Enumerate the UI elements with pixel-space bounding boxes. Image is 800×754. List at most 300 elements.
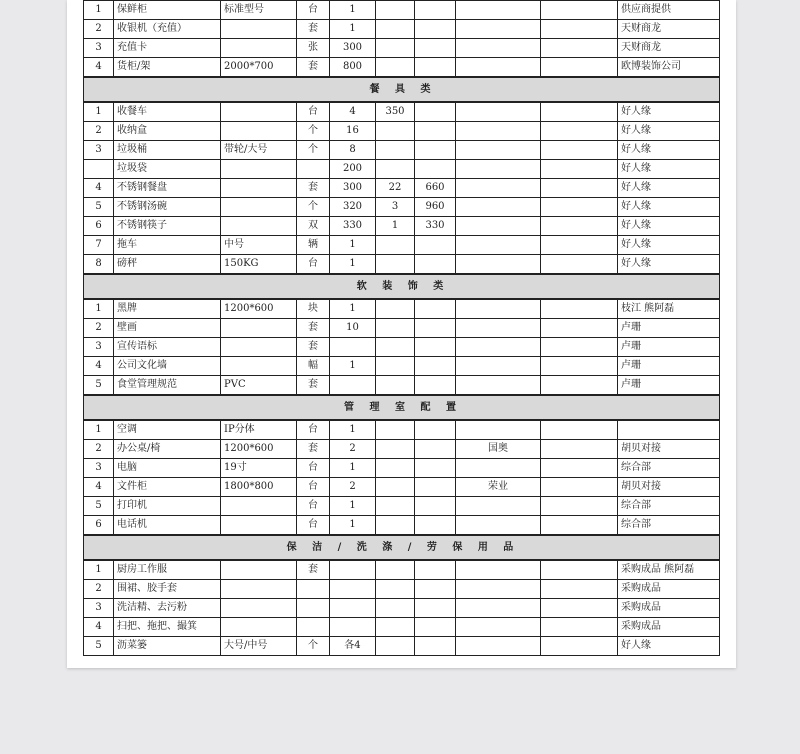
table-cell: 300 <box>330 179 376 198</box>
table-cell <box>415 122 456 141</box>
table-cell: 双 <box>297 217 330 236</box>
table-cell <box>541 179 618 198</box>
table-cell <box>376 459 415 478</box>
section-header <box>84 535 720 560</box>
table-cell <box>541 440 618 459</box>
table-cell: 台 <box>297 1 330 20</box>
table-cell <box>415 637 456 656</box>
table-cell <box>376 255 415 275</box>
table-cell: 个 <box>297 141 330 160</box>
table-cell: 不锈钢汤碗 <box>114 198 221 217</box>
table-cell: 好人缘 <box>618 122 720 141</box>
table-cell: 1 <box>330 299 376 319</box>
table-cell <box>221 516 297 536</box>
table-cell: 个 <box>297 198 330 217</box>
table-row <box>84 560 720 580</box>
table-cell <box>376 440 415 459</box>
table-cell: 1 <box>330 357 376 376</box>
table-cell: 4 <box>84 179 114 198</box>
table-cell <box>541 637 618 656</box>
table-cell: 1 <box>84 102 114 122</box>
table-cell: 大号/中号 <box>221 637 297 656</box>
table-cell: 1 <box>376 217 415 236</box>
table-cell: 荣业 <box>456 478 541 497</box>
table-cell: 套 <box>297 319 330 338</box>
table-cell: 3 <box>376 198 415 217</box>
table-cell <box>330 580 376 599</box>
table-cell <box>541 319 618 338</box>
table-cell: 厨房工作服 <box>114 560 221 580</box>
table-row <box>84 478 720 497</box>
table-row <box>84 637 720 656</box>
table-cell <box>456 338 541 357</box>
table-cell <box>415 236 456 255</box>
table-cell <box>376 497 415 516</box>
table-cell <box>456 319 541 338</box>
table-cell <box>541 497 618 516</box>
table-cell <box>376 160 415 179</box>
table-cell: 各4 <box>330 637 376 656</box>
table-cell: 综合部 <box>618 516 720 536</box>
table-row <box>84 20 720 39</box>
table-cell: 卢珊 <box>618 338 720 357</box>
table-cell: 套 <box>297 560 330 580</box>
table-cell: 供应商提供 <box>618 1 720 20</box>
table-cell: 台 <box>297 420 330 440</box>
table-cell: 好人缘 <box>618 179 720 198</box>
table-cell <box>221 338 297 357</box>
table-row <box>84 440 720 459</box>
table-cell <box>541 122 618 141</box>
table-cell: 660 <box>415 179 456 198</box>
table-cell <box>456 599 541 618</box>
spreadsheet-page <box>67 0 736 668</box>
table-cell <box>221 497 297 516</box>
table-cell: 好人缘 <box>618 255 720 275</box>
table-row <box>84 255 720 275</box>
table-cell: 张 <box>297 39 330 58</box>
table-cell: 300 <box>330 39 376 58</box>
table-cell <box>415 580 456 599</box>
table-cell: 标准型号 <box>221 1 297 20</box>
table-cell: 台 <box>297 255 330 275</box>
table-cell <box>376 39 415 58</box>
table-cell: 壁画 <box>114 319 221 338</box>
table-cell <box>376 580 415 599</box>
table-row <box>84 122 720 141</box>
table-row <box>84 497 720 516</box>
table-cell: 2 <box>330 478 376 497</box>
table-cell: 国奥 <box>456 440 541 459</box>
table-cell: 好人缘 <box>618 160 720 179</box>
table-cell: 3 <box>84 338 114 357</box>
table-cell: 胡贝对接 <box>618 440 720 459</box>
table-cell: 8 <box>84 255 114 275</box>
table-cell: 打印机 <box>114 497 221 516</box>
table-cell <box>84 160 114 179</box>
table-cell <box>221 102 297 122</box>
table-cell: 2 <box>330 440 376 459</box>
table-cell <box>456 58 541 78</box>
table-cell <box>376 560 415 580</box>
table-cell: 2 <box>84 580 114 599</box>
table-cell: 5 <box>84 637 114 656</box>
table-cell <box>541 357 618 376</box>
table-cell: 4 <box>84 357 114 376</box>
table-cell: 16 <box>330 122 376 141</box>
table-cell <box>541 255 618 275</box>
table-cell <box>541 141 618 160</box>
table-cell: 采购成品 <box>618 618 720 637</box>
table-cell <box>541 160 618 179</box>
table-cell: 卢珊 <box>618 376 720 396</box>
table-cell: 电话机 <box>114 516 221 536</box>
table-cell <box>541 102 618 122</box>
table-cell: 食堂管理规范 <box>114 376 221 396</box>
table-cell: 4 <box>84 58 114 78</box>
table-cell: 19寸 <box>221 459 297 478</box>
table-cell: 150KG <box>221 255 297 275</box>
table-cell <box>221 198 297 217</box>
table-cell <box>297 618 330 637</box>
section-title: 软 装 饰 类 <box>84 274 720 299</box>
table-row <box>84 580 720 599</box>
table-cell <box>456 255 541 275</box>
table-cell: 磅秤 <box>114 255 221 275</box>
table-cell <box>297 160 330 179</box>
table-cell: 好人缘 <box>618 236 720 255</box>
table-cell <box>415 102 456 122</box>
table-cell <box>456 376 541 396</box>
table-cell <box>415 459 456 478</box>
table-cell: 320 <box>330 198 376 217</box>
table-cell: 好人缘 <box>618 198 720 217</box>
table-cell: 1 <box>84 299 114 319</box>
table-cell <box>415 58 456 78</box>
table-cell: 垃圾桶 <box>114 141 221 160</box>
table-cell: 350 <box>376 102 415 122</box>
table-cell: 好人缘 <box>618 102 720 122</box>
table-cell <box>541 39 618 58</box>
table-row <box>84 160 720 179</box>
table-cell <box>415 420 456 440</box>
table-cell: 采购成品 <box>618 580 720 599</box>
table-cell: 1800*800 <box>221 478 297 497</box>
table-cell <box>415 160 456 179</box>
table-cell <box>297 599 330 618</box>
table-row <box>84 179 720 198</box>
table-cell: 幅 <box>297 357 330 376</box>
table-cell <box>415 319 456 338</box>
table-cell <box>456 1 541 20</box>
table-cell <box>221 580 297 599</box>
table-cell <box>376 20 415 39</box>
table-cell <box>456 560 541 580</box>
table-cell <box>541 599 618 618</box>
section-header <box>84 274 720 299</box>
table-cell: 中号 <box>221 236 297 255</box>
table-cell <box>456 160 541 179</box>
table-cell: 1200*600 <box>221 299 297 319</box>
table-cell <box>221 39 297 58</box>
table-cell <box>456 217 541 236</box>
table-cell: 1 <box>84 560 114 580</box>
table-cell <box>415 376 456 396</box>
table-cell: 枝江 熊阿磊 <box>618 299 720 319</box>
table-cell <box>456 20 541 39</box>
table-cell <box>456 357 541 376</box>
table-cell <box>456 497 541 516</box>
table-cell: 好人缘 <box>618 217 720 236</box>
table-row <box>84 376 720 396</box>
table-cell <box>376 516 415 536</box>
table-cell <box>221 618 297 637</box>
table-cell <box>376 376 415 396</box>
table-cell: 洗洁精、去污粉 <box>114 599 221 618</box>
table-row <box>84 102 720 122</box>
table-cell <box>541 299 618 319</box>
table-cell <box>541 459 618 478</box>
table-cell <box>297 580 330 599</box>
table-cell: 收餐车 <box>114 102 221 122</box>
table-cell: 1 <box>330 236 376 255</box>
table-cell <box>415 516 456 536</box>
table-cell <box>456 39 541 58</box>
table-cell: 1 <box>330 255 376 275</box>
table-cell: 采购成品 <box>618 599 720 618</box>
table-cell: 货柜/架 <box>114 58 221 78</box>
table-cell: 黑牌 <box>114 299 221 319</box>
table-cell <box>541 58 618 78</box>
table-cell <box>376 1 415 20</box>
table-cell <box>330 338 376 357</box>
table-cell: 2 <box>84 319 114 338</box>
table-cell <box>376 58 415 78</box>
table-cell: 好人缘 <box>618 141 720 160</box>
table-cell: 5 <box>84 376 114 396</box>
table-cell <box>376 338 415 357</box>
table-cell: 4 <box>330 102 376 122</box>
table-row <box>84 58 720 78</box>
table-cell: 5 <box>84 497 114 516</box>
section-title: 保 洁 / 洗 涤 / 劳 保 用 品 <box>84 535 720 560</box>
table-cell <box>456 198 541 217</box>
table-cell: 4 <box>84 478 114 497</box>
section-header <box>84 77 720 102</box>
table-cell: 1 <box>330 420 376 440</box>
table-cell: 个 <box>297 637 330 656</box>
table-cell <box>415 560 456 580</box>
table-cell: 个 <box>297 122 330 141</box>
table-cell <box>376 420 415 440</box>
table-cell: 综合部 <box>618 459 720 478</box>
table-cell: 330 <box>330 217 376 236</box>
table-cell: 不锈钢筷子 <box>114 217 221 236</box>
table-cell: 带轮/大号 <box>221 141 297 160</box>
table-cell: 台 <box>297 478 330 497</box>
table-cell: 1 <box>330 516 376 536</box>
table-cell <box>415 338 456 357</box>
table-row <box>84 516 720 536</box>
table-cell <box>456 102 541 122</box>
table-cell: 套 <box>297 179 330 198</box>
table-cell <box>376 618 415 637</box>
table-cell <box>541 478 618 497</box>
table-cell <box>221 599 297 618</box>
table-cell: 200 <box>330 160 376 179</box>
table-cell <box>376 478 415 497</box>
table-cell: 1 <box>330 1 376 20</box>
table-cell: 1 <box>330 459 376 478</box>
table-row <box>84 1 720 20</box>
table-cell <box>456 179 541 198</box>
table-cell: 套 <box>297 58 330 78</box>
table-cell <box>415 141 456 160</box>
table-cell <box>541 20 618 39</box>
section-header <box>84 395 720 420</box>
table-row <box>84 338 720 357</box>
table-cell <box>456 516 541 536</box>
table-cell <box>618 420 720 440</box>
table-cell <box>376 637 415 656</box>
table-cell: 7 <box>84 236 114 255</box>
equipment-table <box>83 0 720 656</box>
table-cell: 台 <box>297 102 330 122</box>
table-cell <box>221 357 297 376</box>
table-row <box>84 198 720 217</box>
table-row <box>84 217 720 236</box>
table-cell <box>376 299 415 319</box>
table-cell: 卢珊 <box>618 357 720 376</box>
table-row <box>84 599 720 618</box>
table-cell: 1 <box>84 1 114 20</box>
table-cell: 3 <box>84 39 114 58</box>
table-cell: 采购成品 熊阿磊 <box>618 560 720 580</box>
table-cell <box>456 459 541 478</box>
table-cell <box>221 319 297 338</box>
table-cell <box>541 198 618 217</box>
table-cell: 22 <box>376 179 415 198</box>
table-cell: 10 <box>330 319 376 338</box>
table-cell: 330 <box>415 217 456 236</box>
table-cell: 8 <box>330 141 376 160</box>
table-cell <box>541 420 618 440</box>
table-cell: 垃圾袋 <box>114 160 221 179</box>
table-cell: 充值卡 <box>114 39 221 58</box>
table-cell <box>376 141 415 160</box>
table-cell <box>415 1 456 20</box>
table-row <box>84 618 720 637</box>
table-cell <box>221 560 297 580</box>
table-cell <box>541 618 618 637</box>
table-row <box>84 357 720 376</box>
table-cell: 扫把、拖把、撮箕 <box>114 618 221 637</box>
table-cell: 1 <box>84 420 114 440</box>
table-cell <box>221 20 297 39</box>
table-cell: 电脑 <box>114 459 221 478</box>
table-cell: 卢珊 <box>618 319 720 338</box>
table-cell <box>456 420 541 440</box>
table-cell: 不锈钢餐盘 <box>114 179 221 198</box>
table-row <box>84 39 720 58</box>
table-cell <box>415 497 456 516</box>
table-cell: 天财商龙 <box>618 39 720 58</box>
table-cell: 好人缘 <box>618 637 720 656</box>
table-cell: 宣传语标 <box>114 338 221 357</box>
table-cell <box>415 20 456 39</box>
table-cell: 套 <box>297 440 330 459</box>
table-cell: 欧博装饰公司 <box>618 58 720 78</box>
table-cell: 800 <box>330 58 376 78</box>
table-cell <box>456 580 541 599</box>
table-cell: 辆 <box>297 236 330 255</box>
table-cell: 胡贝对接 <box>618 478 720 497</box>
table-cell <box>330 599 376 618</box>
table-cell <box>415 39 456 58</box>
table-cell <box>376 122 415 141</box>
table-cell <box>415 618 456 637</box>
table-cell <box>541 1 618 20</box>
table-cell <box>541 516 618 536</box>
table-cell <box>456 236 541 255</box>
table-cell <box>221 217 297 236</box>
table-cell <box>415 299 456 319</box>
table-row <box>84 141 720 160</box>
table-cell <box>415 478 456 497</box>
table-cell <box>541 236 618 255</box>
table-cell: 空调 <box>114 420 221 440</box>
table-cell: 套 <box>297 20 330 39</box>
table-cell: 套 <box>297 376 330 396</box>
table-cell: 拖车 <box>114 236 221 255</box>
table-cell: PVC <box>221 376 297 396</box>
table-cell <box>415 599 456 618</box>
table-cell: 960 <box>415 198 456 217</box>
section-title: 餐 具 类 <box>84 77 720 102</box>
table-cell <box>415 255 456 275</box>
table-cell <box>541 376 618 396</box>
table-row <box>84 299 720 319</box>
table-cell: 2 <box>84 122 114 141</box>
table-cell: 围裙、胶手套 <box>114 580 221 599</box>
table-cell <box>456 141 541 160</box>
table-cell <box>541 560 618 580</box>
table-cell <box>376 236 415 255</box>
table-cell: 台 <box>297 516 330 536</box>
table-cell: 2000*700 <box>221 58 297 78</box>
table-cell: 收银机（充值） <box>114 20 221 39</box>
table-cell <box>330 376 376 396</box>
table-cell: 文件柜 <box>114 478 221 497</box>
table-cell: 公司文化墙 <box>114 357 221 376</box>
table-cell: 3 <box>84 459 114 478</box>
table-cell: 1 <box>330 497 376 516</box>
table-cell: 天财商龙 <box>618 20 720 39</box>
table-cell: 收纳盒 <box>114 122 221 141</box>
table-cell: 保鲜柜 <box>114 1 221 20</box>
table-cell: 办公桌/椅 <box>114 440 221 459</box>
table-cell <box>415 357 456 376</box>
table-cell: 块 <box>297 299 330 319</box>
table-cell: 4 <box>84 618 114 637</box>
table-cell <box>221 160 297 179</box>
table-cell: 1200*600 <box>221 440 297 459</box>
table-cell <box>541 338 618 357</box>
table-cell: 2 <box>84 20 114 39</box>
table-cell: 综合部 <box>618 497 720 516</box>
table-cell <box>376 357 415 376</box>
table-cell <box>541 580 618 599</box>
